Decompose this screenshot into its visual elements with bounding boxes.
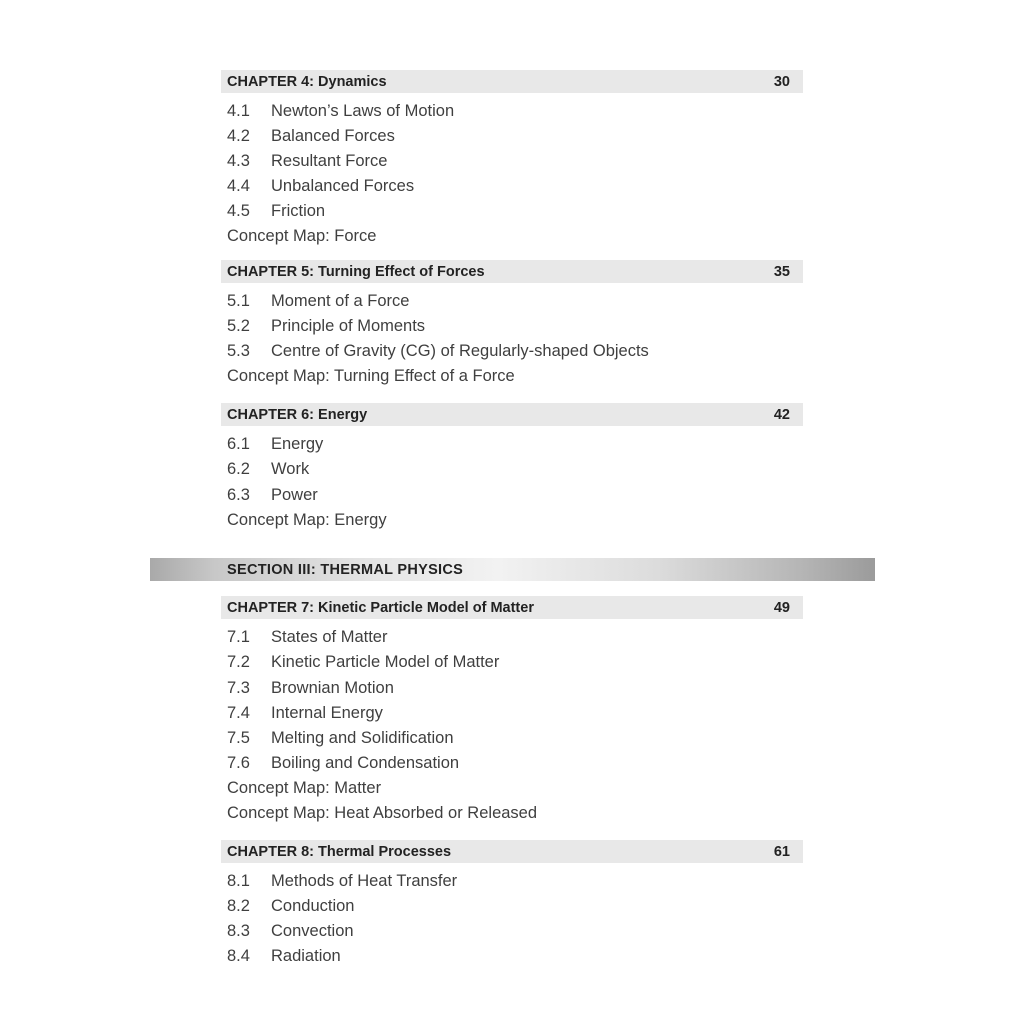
chapter-title: CHAPTER 5: Turning Effect of Forces bbox=[227, 263, 485, 280]
entry-number: 6.3 bbox=[227, 486, 250, 504]
entry-number: 4.3 bbox=[227, 152, 250, 170]
entry-number: 8.2 bbox=[227, 897, 250, 915]
toc-entry bbox=[227, 676, 394, 701]
toc-entry bbox=[227, 726, 454, 751]
entry-number: 8.1 bbox=[227, 872, 250, 890]
entry-number: 4.4 bbox=[227, 177, 250, 195]
entry-title: Melting and Solidification bbox=[271, 729, 454, 747]
entry-title: Newton’s Laws of Motion bbox=[271, 102, 455, 120]
toc-entry bbox=[227, 149, 387, 174]
chapter-6-header bbox=[221, 403, 803, 426]
section-title: SECTION III: THERMAL PHYSICS bbox=[227, 561, 464, 578]
entry-number: 7.1 bbox=[227, 628, 250, 646]
entry-number: 5.3 bbox=[227, 342, 250, 360]
chapter-title: CHAPTER 7: Kinetic Particle Model of Matter bbox=[227, 599, 534, 616]
toc-entry bbox=[227, 99, 454, 124]
toc-entry bbox=[227, 457, 309, 482]
entry-title: Kinetic Particle Model of Matter bbox=[271, 653, 500, 671]
entry-number: 5.1 bbox=[227, 292, 250, 310]
chapter-page-number: 30 bbox=[773, 73, 790, 90]
chapter-page-number: 35 bbox=[773, 263, 790, 280]
chapter-page-number: 42 bbox=[773, 406, 790, 423]
toc-entry bbox=[227, 432, 323, 457]
concept-map-entry: Concept Map: Matter bbox=[227, 779, 382, 797]
entry-number: 8.3 bbox=[227, 922, 250, 940]
toc-entry bbox=[227, 944, 341, 969]
entry-number: 7.4 bbox=[227, 704, 250, 722]
concept-map-entry: Concept Map: Force bbox=[227, 227, 377, 245]
entry-number: 7.5 bbox=[227, 729, 250, 747]
entry-number: 4.1 bbox=[227, 102, 250, 120]
chapter-title: CHAPTER 8: Thermal Processes bbox=[227, 843, 452, 860]
entry-title: Power bbox=[271, 486, 318, 504]
toc-entry bbox=[227, 199, 325, 224]
entry-number: 5.2 bbox=[227, 317, 250, 335]
chapter-7-header bbox=[221, 596, 803, 619]
entry-title: Friction bbox=[271, 202, 326, 220]
entry-title: Convection bbox=[271, 922, 354, 940]
entry-number: 6.1 bbox=[227, 435, 250, 453]
toc-entry bbox=[227, 751, 459, 776]
entry-number: 4.5 bbox=[227, 202, 250, 220]
chapter-8-header bbox=[221, 840, 803, 863]
entry-number: 7.3 bbox=[227, 679, 250, 697]
toc-entry bbox=[227, 289, 409, 314]
entry-number: 4.2 bbox=[227, 127, 250, 145]
entry-title: Resultant Force bbox=[271, 152, 388, 170]
chapter-5-header bbox=[221, 260, 803, 283]
concept-map-entry: Concept Map: Energy bbox=[227, 511, 387, 529]
chapter-title: CHAPTER 6: Energy bbox=[227, 406, 368, 423]
toc-entry bbox=[227, 483, 318, 508]
toc-entry bbox=[227, 701, 383, 726]
toc-entry bbox=[227, 869, 457, 894]
toc-entry bbox=[227, 625, 387, 650]
concept-map-entry: Concept Map: Turning Effect of a Force bbox=[227, 367, 515, 385]
entry-title: Energy bbox=[271, 435, 324, 453]
entry-number: 6.2 bbox=[227, 460, 250, 478]
entry-title: Principle of Moments bbox=[271, 317, 426, 335]
entry-title: Radiation bbox=[271, 947, 341, 965]
toc-entry bbox=[227, 339, 649, 364]
chapter-title: CHAPTER 4: Dynamics bbox=[227, 73, 387, 90]
toc-entry bbox=[227, 174, 414, 199]
entry-title: Unbalanced Forces bbox=[271, 177, 415, 195]
entry-title: States of Matter bbox=[271, 628, 388, 646]
chapter-4-header bbox=[221, 70, 803, 93]
entry-title: Methods of Heat Transfer bbox=[271, 872, 458, 890]
entry-title: Internal Energy bbox=[271, 704, 383, 722]
entry-title: Brownian Motion bbox=[271, 679, 394, 697]
entry-title: Balanced Forces bbox=[271, 127, 395, 145]
entry-title: Moment of a Force bbox=[271, 292, 410, 310]
toc-entry bbox=[227, 650, 499, 675]
chapter-page-number: 49 bbox=[773, 599, 790, 616]
entry-title: Boiling and Condensation bbox=[271, 754, 460, 772]
entry-number: 8.4 bbox=[227, 947, 250, 965]
entry-title: Conduction bbox=[271, 897, 355, 915]
toc-entry bbox=[227, 124, 395, 149]
entry-title: Work bbox=[271, 460, 310, 478]
chapter-page-number: 61 bbox=[773, 843, 790, 860]
section-header bbox=[150, 558, 875, 581]
entry-number: 7.6 bbox=[227, 754, 250, 772]
toc-entry bbox=[227, 919, 354, 944]
entry-title: Centre of Gravity (CG) of Regularly-shaped Objects bbox=[271, 342, 649, 360]
entry-number: 7.2 bbox=[227, 653, 250, 671]
concept-map-entry: Concept Map: Heat Absorbed or Released bbox=[227, 804, 538, 822]
toc-entry bbox=[227, 894, 354, 919]
toc-entry bbox=[227, 314, 425, 339]
